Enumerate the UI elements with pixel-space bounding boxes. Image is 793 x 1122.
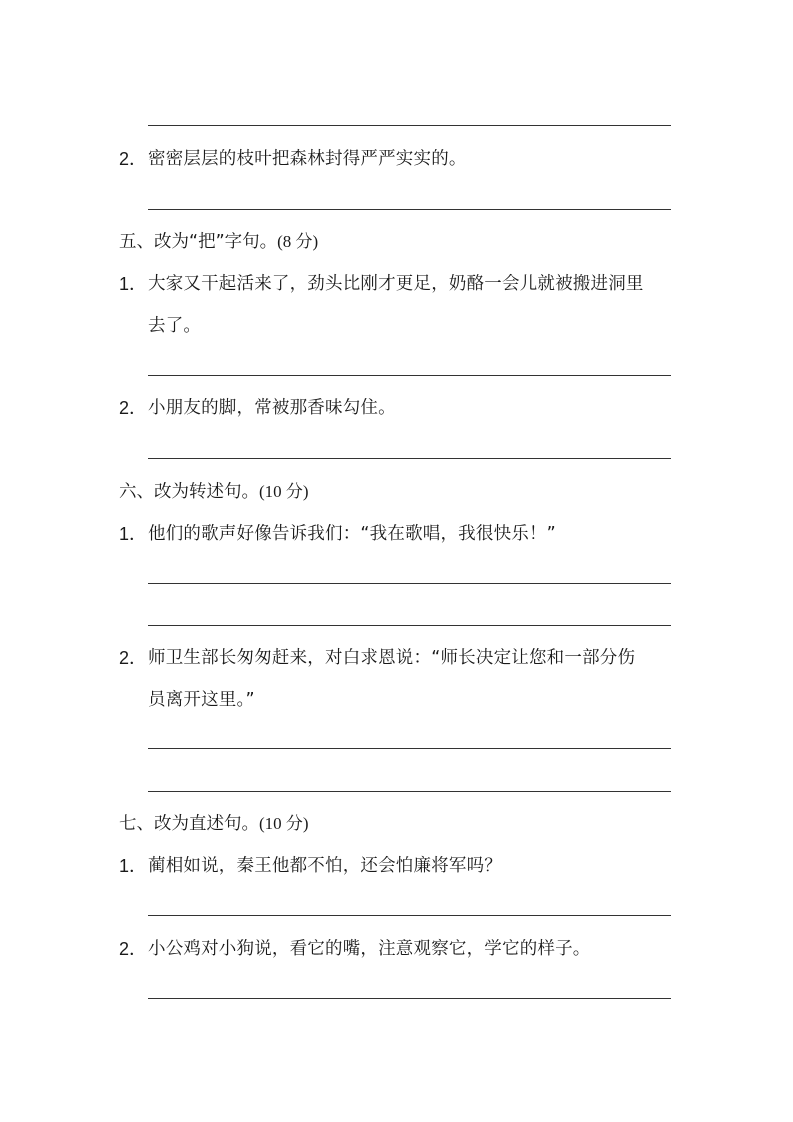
section-heading xyxy=(119,813,309,835)
question-number: 2． xyxy=(119,398,148,418)
section-points: (10 分) xyxy=(259,814,309,833)
question-number: 2． xyxy=(119,648,148,668)
section-heading xyxy=(119,231,318,253)
section-points: (10 分) xyxy=(259,482,309,501)
question-text-line1: 大家又干起活来了，劲头比刚才更足，奶酪一会儿就被搬进洞里 xyxy=(148,274,644,294)
answer-line[interactable] xyxy=(148,625,671,626)
section-title: 五、改为“把”字句。 xyxy=(119,232,278,252)
question-number: 1． xyxy=(119,524,148,544)
answer-line[interactable] xyxy=(148,915,671,916)
section-points: (8 分) xyxy=(277,232,319,251)
section-heading xyxy=(119,481,309,503)
question-text-line1: 师卫生部长匆匆赶来，对白求恩说：“师长决定让您和一部分伤 xyxy=(148,648,636,668)
answer-line[interactable] xyxy=(148,748,671,749)
question-text-line2: 员离开这里。” xyxy=(148,690,255,710)
question-text: 小朋友的脚，常被那香味勾住。 xyxy=(148,398,396,418)
answer-line[interactable] xyxy=(148,791,671,792)
answer-line[interactable] xyxy=(148,998,671,999)
section-title: 七、改为直述句。 xyxy=(119,814,259,834)
question-number: 2． xyxy=(119,149,148,169)
question-text-line2: 去了。 xyxy=(148,316,202,336)
question-text: 小公鸡对小狗说，看它的嘴，注意观察它，学它的样子。 xyxy=(148,939,591,959)
section-title: 六、改为转述句。 xyxy=(119,482,259,502)
answer-line[interactable] xyxy=(148,125,671,126)
answer-line[interactable] xyxy=(148,458,671,459)
answer-line[interactable] xyxy=(148,375,671,376)
question-text: 密密层层的枝叶把森林封得严严实实的。 xyxy=(148,149,467,169)
question-text: 蔺相如说，秦王他都不怕，还会怕廉将军吗？ xyxy=(148,856,502,876)
question-number: 2． xyxy=(119,939,148,959)
question-text: 他们的歌声好像告诉我们：“我在歌唱，我很快乐！” xyxy=(148,524,556,544)
question-number: 1． xyxy=(119,274,148,294)
answer-line[interactable] xyxy=(148,209,671,210)
question-number: 1． xyxy=(119,856,148,876)
answer-line[interactable] xyxy=(148,583,671,584)
